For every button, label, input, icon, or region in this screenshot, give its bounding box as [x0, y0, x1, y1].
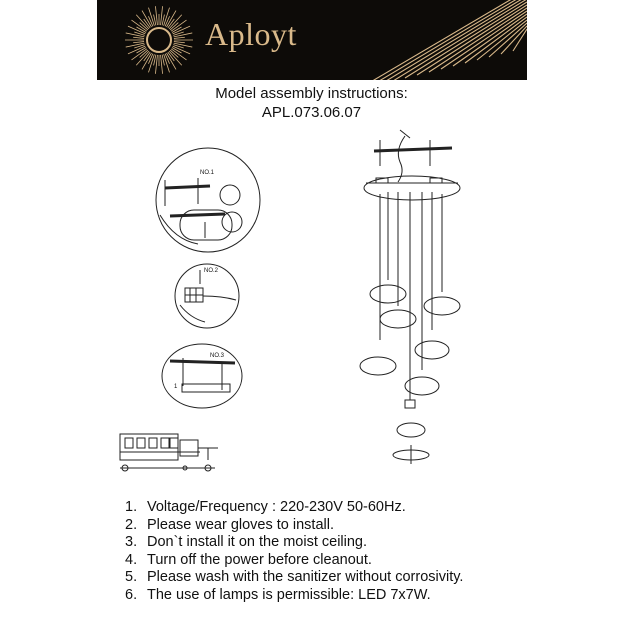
- wiring-diagram: [120, 434, 218, 471]
- gold-rays-decoration: [347, 0, 527, 80]
- step-2-label: NO.2: [204, 268, 219, 274]
- list-item: 6. The use of lamps is permissible: LED 7x7W.: [125, 586, 431, 603]
- step-3-detail: [162, 344, 242, 408]
- list-item: 5. Please wash with the sanitizer without corrosivity.: [125, 569, 464, 586]
- list-item: 2. Please wear gloves to install.: [125, 516, 334, 533]
- list-item: 4. Turn off the power before cleanout.: [125, 551, 372, 568]
- step-1-detail: [156, 148, 260, 252]
- list-item: 3. Don`t install it on the moist ceiling.: [125, 534, 368, 551]
- model-number: APL.073.06.07: [261, 104, 362, 121]
- instruction-list: [125, 499, 463, 605]
- brand-banner: [97, 0, 527, 80]
- document-title: Model assembly instructions:: [215, 85, 408, 102]
- sunburst-logo-icon: [119, 0, 199, 80]
- list-item: 1. Voltage/Frequency : 220-230V 50-60Hz.: [125, 499, 406, 515]
- svg-text:1: 1: [174, 384, 178, 390]
- step-2-detail: [175, 264, 239, 328]
- chandelier-assembly: [360, 130, 460, 464]
- step-1-label: NO.1: [200, 170, 215, 176]
- brand-name: Aployt: [205, 16, 297, 52]
- step-3-label: NO.3: [210, 353, 225, 359]
- assembly-diagram: [0, 122, 623, 492]
